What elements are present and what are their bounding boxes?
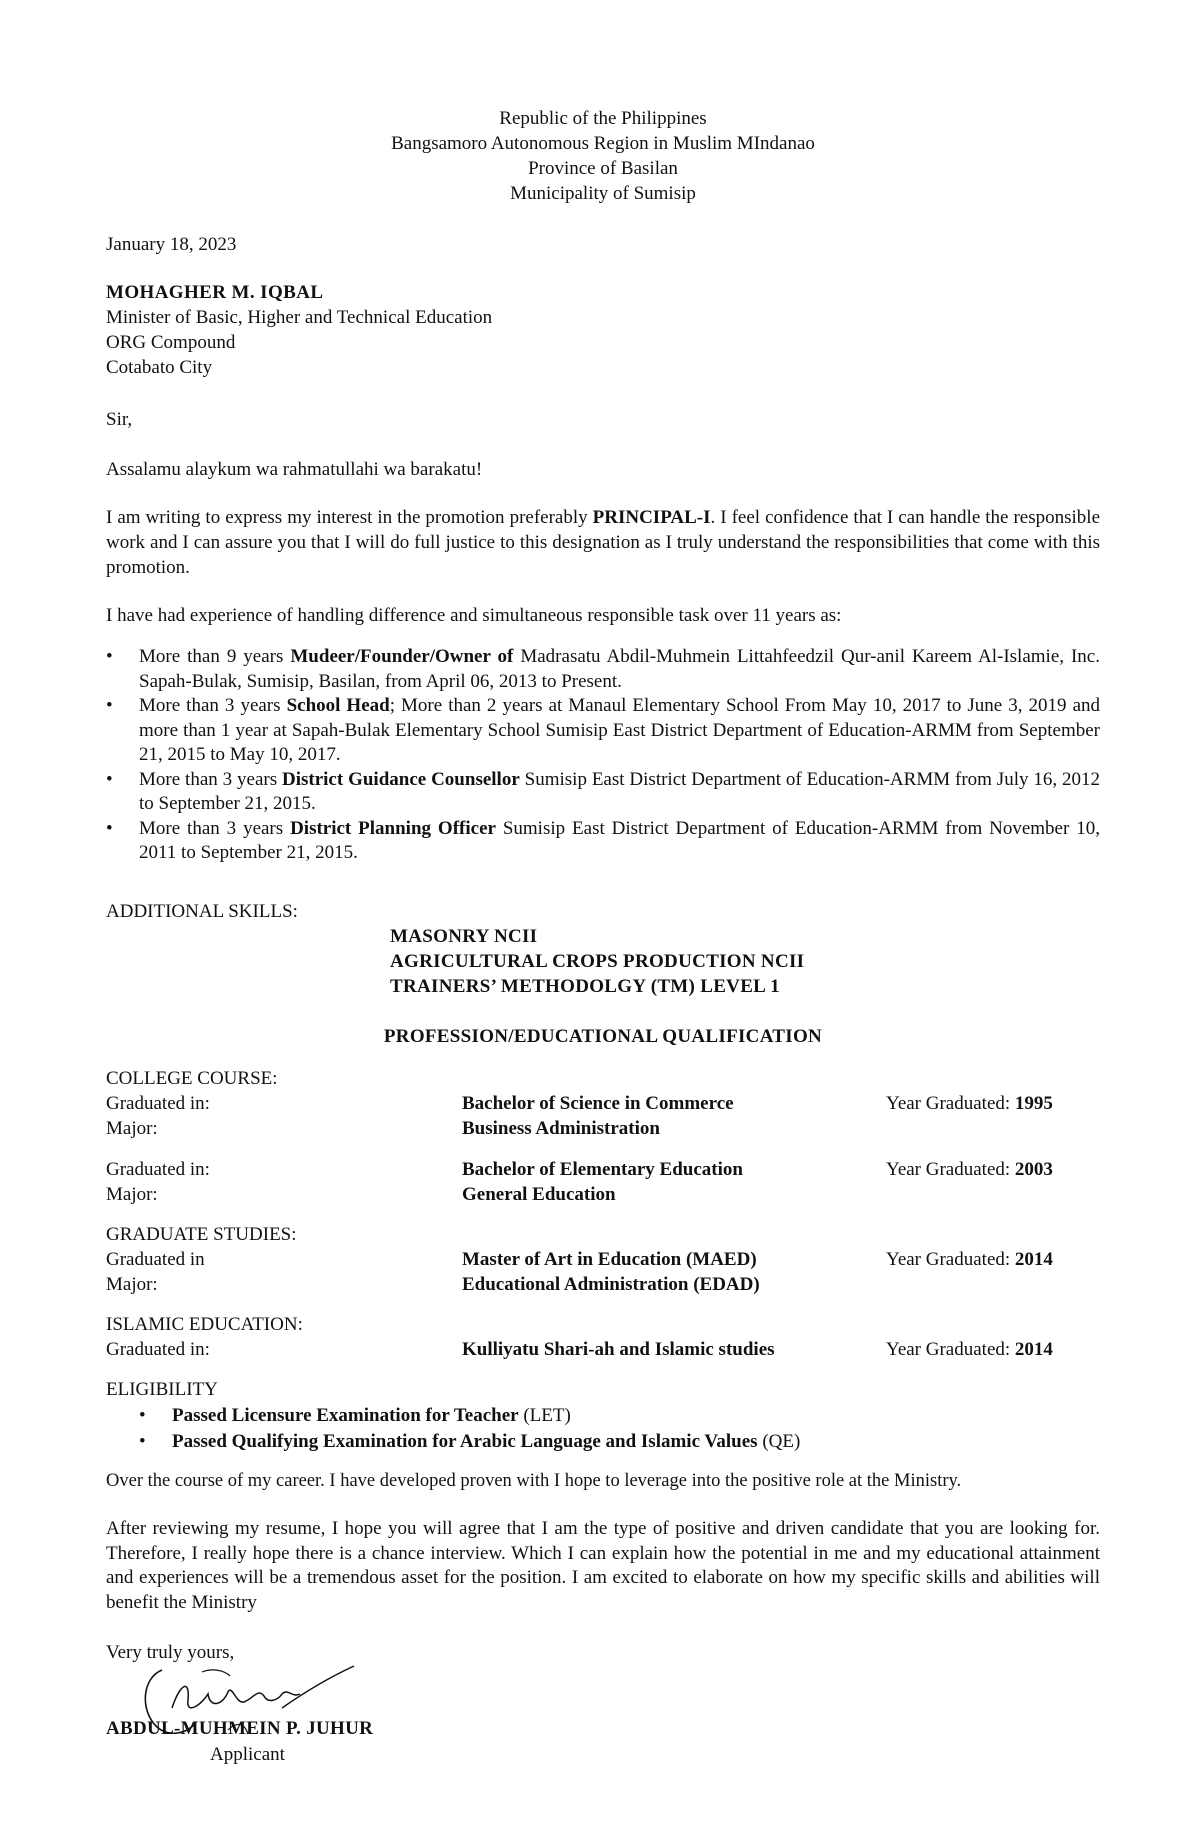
- major-name: Business Administration: [462, 1118, 660, 1139]
- year-graduated: [886, 1091, 1053, 1116]
- closing-paragraph-1: Over the course of my career. I have developed proven with I hope to leverage into the positive role at the Ministry.: [106, 1471, 962, 1491]
- degree-name: Bachelor of Elementary Education: [462, 1159, 743, 1180]
- experience-detail: ; More than 2 years at Manaul Elementary School From May 10, 2017 to June 3, 2019 and more than 1 year at Sapah-Bulak Elementary School Sumisip East District Department of Education-ARMM from September 21, 2015 to May 10, 2017.: [139, 695, 1100, 765]
- experience-list: [106, 645, 1100, 866]
- recipient-address-line2: Cotabato City: [106, 357, 213, 378]
- college-major-row: [106, 1116, 1100, 1141]
- graduate-heading: GRADUATE STUDIES:: [106, 1224, 297, 1245]
- eligibility-item: [172, 1429, 1072, 1455]
- eligibility-abbr: (LET): [518, 1405, 571, 1426]
- degree-name: Kulliyatu Shari-ah and Islamic studies: [462, 1339, 775, 1360]
- experience-detail: Sumisip East District Department of Education-ARMM from July 16, 2012 to September 21, 2015.: [139, 768, 1100, 814]
- year-value: 2014: [1014, 1249, 1053, 1270]
- letterhead-region: Bangsamoro Autonomous Region in Muslim MIndanao: [391, 133, 815, 154]
- recipient-address-line1: ORG Compound: [106, 332, 236, 353]
- skill-item: MASONRY NCII: [390, 926, 538, 947]
- eligibility-item: [172, 1403, 1072, 1429]
- letterhead-country: Republic of the Philippines: [499, 108, 707, 129]
- experience-intro: I have had experience of handling difference and simultaneous responsible task over 11 years as:: [106, 605, 842, 626]
- experience-item: [139, 817, 1100, 866]
- experience-role: School Head: [286, 695, 390, 716]
- valediction: Very truly yours,: [106, 1642, 235, 1663]
- handwritten-signature: [132, 1664, 362, 1744]
- college-heading: COLLEGE COURSE:: [106, 1068, 278, 1089]
- greeting: Assalamu alaykum wa rahmatullahi wa barakatu!: [106, 459, 483, 480]
- experience-role: Mudeer/Founder/Owner of: [290, 646, 514, 667]
- major-name: Educational Administration (EDAD): [462, 1274, 760, 1295]
- graduated-label: Graduated in: [106, 1249, 205, 1270]
- closing-paragraph-2: After reviewing my resume, I hope you will agree that I am the type of positive and driven candidate that you are looking for. Therefore, I really hope there is a chance interview. Which I can explain how the potential in me and my educational attainment and experiences will be a tremendous asset for the position. I am excited to elaborate on how my specific skills and abilities will benefit the Ministry: [106, 1518, 1100, 1613]
- recipient-block: [106, 280, 492, 380]
- eligibility-heading: ELIGIBILITY: [106, 1379, 218, 1400]
- experience-role: District Guidance Counsellor: [282, 768, 520, 790]
- skill-item: TRAINERS’ METHODOLGY (TM) LEVEL 1: [390, 976, 780, 997]
- degree-name: Master of Art in Education (MAED): [462, 1249, 757, 1270]
- experience-duration: More than 3 years: [139, 695, 287, 716]
- islamic-section: [106, 1312, 1100, 1362]
- year-label: Year Graduated:: [886, 1249, 1015, 1270]
- recipient-title: Minister of Basic, Higher and Technical Education: [106, 307, 493, 328]
- major-label: Major:: [106, 1184, 158, 1205]
- letterhead-province: Province of Basilan: [528, 158, 678, 179]
- degree-name: Bachelor of Science in Commerce: [462, 1093, 734, 1114]
- additional-skills-list: [390, 924, 804, 999]
- letterhead-municipality: Municipality of Sumisip: [510, 183, 696, 204]
- graduated-label: Graduated in:: [106, 1159, 210, 1180]
- islamic-heading: ISLAMIC EDUCATION:: [106, 1314, 303, 1335]
- experience-duration: More than 9 years: [139, 646, 291, 667]
- experience-detail: Madrasatu Abdil-Muhmein Littahfeedzil Qur-anil Kareem Al-Islamie, Inc. Sapah-Bulak, Sumisip, Basilan, from April 06, 2013 to Present.: [139, 646, 1100, 692]
- experience-item: [139, 645, 1100, 694]
- signatory-name: ABDUL-MUHMEIN P. JUHUR: [106, 1718, 374, 1739]
- experience-detail: Sumisip East District Department of Education-ARMM from November 10, 2011 to September 21, 2015.: [139, 817, 1100, 863]
- year-label: Year Graduated:: [886, 1159, 1015, 1180]
- college-entry-row: [106, 1091, 1100, 1116]
- year-graduated: [886, 1157, 1053, 1182]
- experience-item: [139, 768, 1100, 817]
- eligibility-abbr: (QE): [757, 1431, 801, 1452]
- eligibility-list: [139, 1403, 1072, 1455]
- experience-item: [139, 694, 1100, 768]
- year-label: Year Graduated:: [886, 1339, 1015, 1360]
- intro-text-after: . I feel confidence that I can handle the responsible work and I can assure you that I will do full justice to this designation as I truly understand the responsibilities that come with this promotion.: [106, 507, 1101, 578]
- graduate-entry-row: [106, 1247, 1100, 1272]
- letter-date: January 18, 2023: [106, 234, 237, 255]
- signatory-title: Applicant: [210, 1744, 285, 1765]
- year-graduated: [886, 1337, 1053, 1362]
- major-label: Major:: [106, 1274, 158, 1295]
- experience-role: District Planning Officer: [290, 817, 496, 839]
- major-name: General Education: [462, 1184, 616, 1205]
- major-label: Major:: [106, 1118, 158, 1139]
- islamic-entry-row: [106, 1337, 1100, 1362]
- qualification-heading: PROFESSION/EDUCATIONAL QUALIFICATION: [383, 1026, 823, 1047]
- intro-text-before: I am writing to express my interest in the promotion preferably: [106, 507, 593, 528]
- intro-paragraph: [106, 505, 1100, 580]
- graduate-major-row: [106, 1272, 1100, 1297]
- college-entry-row: [106, 1157, 1100, 1182]
- intro-position: PRINCIPAL-I: [592, 507, 711, 528]
- college-section: [106, 1066, 1100, 1207]
- experience-duration: More than 3 years: [139, 817, 291, 839]
- experience-duration: More than 3 years: [139, 768, 282, 790]
- skill-item: AGRICULTURAL CROPS PRODUCTION NCII: [390, 951, 805, 972]
- graduated-label: Graduated in:: [106, 1339, 210, 1360]
- eligibility-name: Passed Qualifying Examination for Arabic Language and Islamic Values: [172, 1431, 758, 1452]
- recipient-name: MOHAGHER M. IQBAL: [106, 282, 324, 303]
- year-label: Year Graduated:: [886, 1093, 1015, 1114]
- college-major-row: [106, 1182, 1100, 1207]
- letterhead: [106, 106, 1100, 206]
- graduated-label: Graduated in:: [106, 1093, 210, 1114]
- additional-skills-heading: ADDITIONAL SKILLS:: [106, 901, 298, 922]
- graduate-section: [106, 1222, 1100, 1297]
- year-value: 1995: [1014, 1093, 1053, 1114]
- year-value: 2014: [1014, 1339, 1053, 1360]
- salutation: Sir,: [106, 409, 133, 430]
- year-value: 2003: [1014, 1159, 1053, 1180]
- year-graduated: [886, 1247, 1053, 1272]
- eligibility-name: Passed Licensure Examination for Teacher: [172, 1405, 519, 1426]
